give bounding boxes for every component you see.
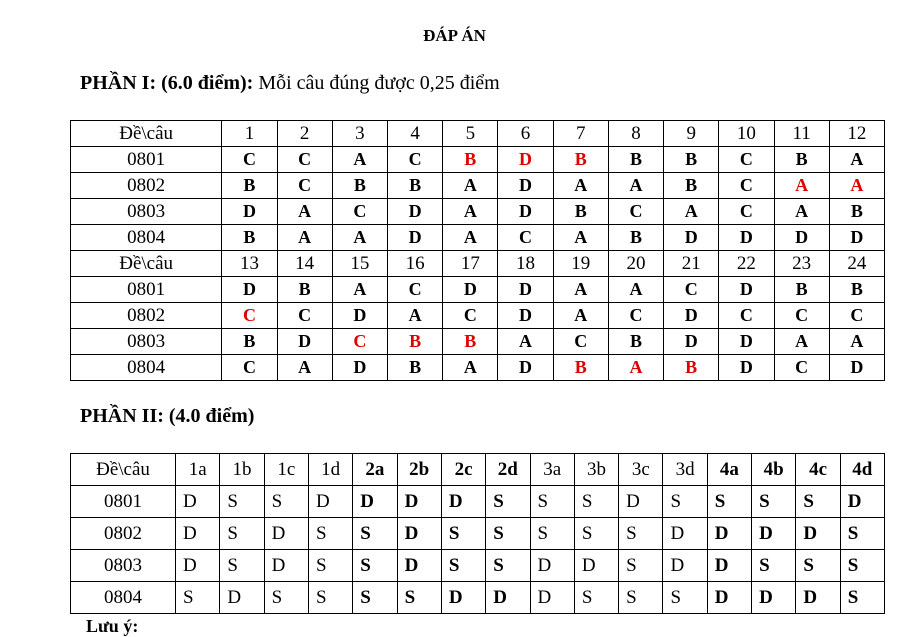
statement-label: 3d: [663, 454, 707, 486]
answer-cell: D: [397, 518, 441, 550]
answer-cell: C: [277, 303, 332, 329]
answer-cell: D: [774, 225, 829, 251]
statement-label: 1d: [308, 454, 352, 486]
answer-cell: B: [387, 355, 442, 381]
answer-cell: B: [387, 173, 442, 199]
question-number: 15: [332, 251, 387, 277]
question-number: 7: [553, 121, 608, 147]
answer-cell: C: [608, 303, 663, 329]
question-number: 18: [498, 251, 553, 277]
answer-cell: S: [663, 486, 707, 518]
answer-cell: D: [332, 303, 387, 329]
answer-cell: D: [277, 329, 332, 355]
answer-cell: S: [486, 518, 530, 550]
answer-cell: S: [619, 550, 663, 582]
exam-code: 0804: [71, 355, 222, 381]
answer-cell: B: [443, 147, 498, 173]
exam-code: 0803: [71, 329, 222, 355]
answer-cell: S: [220, 518, 264, 550]
answer-cell: A: [387, 303, 442, 329]
statement-label: 1a: [176, 454, 220, 486]
statement-label: 4c: [796, 454, 840, 486]
answer-cell: C: [222, 355, 277, 381]
answer-cell: A: [443, 225, 498, 251]
answer-cell: B: [774, 277, 829, 303]
question-number: 2: [277, 121, 332, 147]
answer-cell: S: [308, 582, 352, 614]
statement-label: 4d: [840, 454, 884, 486]
answer-row: [71, 582, 885, 614]
question-number: 17: [443, 251, 498, 277]
answer-cell: D: [829, 355, 884, 381]
question-number: 1: [222, 121, 277, 147]
answer-cell: D: [397, 550, 441, 582]
answer-cell: B: [443, 329, 498, 355]
statement-label: 2c: [441, 454, 485, 486]
answer-cell: B: [664, 355, 719, 381]
answer-cell: S: [176, 582, 220, 614]
part2-heading: [80, 405, 254, 428]
exam-code: 0801: [71, 147, 222, 173]
answer-cell: S: [840, 518, 884, 550]
answer-cell: D: [574, 550, 618, 582]
answer-cell: A: [774, 199, 829, 225]
answer-cell: D: [619, 486, 663, 518]
answer-cell: D: [707, 550, 751, 582]
answer-cell: D: [707, 582, 751, 614]
answer-cell: D: [498, 303, 553, 329]
exam-code: 0802: [71, 518, 176, 550]
answer-cell: D: [397, 486, 441, 518]
answer-cell: C: [719, 173, 774, 199]
question-number: 20: [608, 251, 663, 277]
answer-cell: D: [752, 518, 796, 550]
question-number: 4: [387, 121, 442, 147]
exam-code: 0802: [71, 303, 222, 329]
answer-cell: B: [222, 329, 277, 355]
answer-cell: A: [608, 277, 663, 303]
question-number: 16: [387, 251, 442, 277]
answer-cell: A: [608, 355, 663, 381]
answer-cell: S: [353, 550, 397, 582]
answer-cell: A: [498, 329, 553, 355]
answer-cell: A: [829, 329, 884, 355]
answer-cell: D: [664, 225, 719, 251]
question-number: 9: [664, 121, 719, 147]
part1-heading-bold: PHẦN I: (6.0 điểm):: [80, 72, 254, 94]
answer-cell: S: [840, 550, 884, 582]
answer-cell: B: [553, 199, 608, 225]
answer-cell: B: [222, 173, 277, 199]
answer-cell: D: [353, 486, 397, 518]
row-label-header: Đề\câu: [71, 121, 222, 147]
answer-cell: C: [774, 355, 829, 381]
statement-label: 4a: [707, 454, 751, 486]
answer-cell: S: [752, 486, 796, 518]
answer-cell: D: [663, 550, 707, 582]
answer-cell: B: [608, 147, 663, 173]
answer-cell: D: [664, 329, 719, 355]
answer-cell: B: [608, 329, 663, 355]
answer-cell: A: [277, 355, 332, 381]
answer-cell: D: [664, 303, 719, 329]
answer-cell: A: [774, 329, 829, 355]
exam-code: 0804: [71, 225, 222, 251]
answer-cell: S: [619, 518, 663, 550]
statement-label: 1b: [220, 454, 264, 486]
answer-cell: D: [752, 582, 796, 614]
answer-cell: D: [498, 277, 553, 303]
answer-cell: C: [387, 277, 442, 303]
answer-cell: D: [829, 225, 884, 251]
answer-cell: D: [264, 518, 308, 550]
statement-label: 3b: [574, 454, 618, 486]
question-number: 24: [829, 251, 884, 277]
answer-cell: S: [441, 518, 485, 550]
answer-cell: C: [608, 199, 663, 225]
question-number: 12: [829, 121, 884, 147]
answer-cell: C: [829, 303, 884, 329]
answer-cell: B: [222, 225, 277, 251]
answer-cell: D: [387, 225, 442, 251]
answer-cell: C: [719, 303, 774, 329]
answer-cell: A: [829, 173, 884, 199]
answer-cell: D: [796, 582, 840, 614]
answer-cell: C: [277, 173, 332, 199]
answer-cell: D: [840, 486, 884, 518]
answer-row: [71, 199, 885, 225]
answer-cell: A: [277, 199, 332, 225]
answer-cell: A: [332, 147, 387, 173]
answer-row: [71, 277, 885, 303]
answer-cell: D: [220, 582, 264, 614]
answer-cell: S: [220, 550, 264, 582]
part1-answer-table: [70, 120, 885, 381]
answer-cell: D: [441, 582, 485, 614]
question-number: 22: [719, 251, 774, 277]
answer-cell: D: [498, 173, 553, 199]
answer-cell: C: [774, 303, 829, 329]
answer-row: [71, 355, 885, 381]
page-title: ĐÁP ÁN: [423, 26, 486, 45]
answer-cell: C: [664, 277, 719, 303]
answer-cell: S: [796, 486, 840, 518]
statement-label: 2a: [353, 454, 397, 486]
answer-cell: B: [608, 225, 663, 251]
answer-cell: A: [443, 173, 498, 199]
answer-cell: B: [332, 173, 387, 199]
question-number: 14: [277, 251, 332, 277]
question-header-row: [71, 251, 885, 277]
answer-cell: A: [664, 199, 719, 225]
answer-cell: D: [387, 199, 442, 225]
answer-cell: S: [220, 486, 264, 518]
answer-cell: B: [774, 147, 829, 173]
answer-cell: S: [840, 582, 884, 614]
answer-cell: S: [619, 582, 663, 614]
answer-cell: C: [332, 329, 387, 355]
question-number: 19: [553, 251, 608, 277]
answer-cell: D: [530, 582, 574, 614]
answer-cell: C: [222, 303, 277, 329]
answer-cell: B: [387, 329, 442, 355]
answer-cell: A: [277, 225, 332, 251]
answer-cell: D: [719, 355, 774, 381]
answer-cell: S: [707, 486, 751, 518]
answer-cell: S: [752, 550, 796, 582]
answer-cell: C: [719, 147, 774, 173]
question-number: 10: [719, 121, 774, 147]
part1-heading: [80, 72, 500, 95]
question-number: 5: [443, 121, 498, 147]
answer-row: [71, 225, 885, 251]
answer-cell: A: [608, 173, 663, 199]
answer-cell: S: [530, 486, 574, 518]
statement-label: 2b: [397, 454, 441, 486]
answer-cell: A: [774, 173, 829, 199]
question-header-row: [71, 121, 885, 147]
answer-cell: D: [530, 550, 574, 582]
row-label-header: Đề\câu: [71, 454, 176, 486]
answer-cell: C: [719, 199, 774, 225]
exam-code: 0803: [71, 199, 222, 225]
answer-cell: S: [486, 486, 530, 518]
answer-cell: D: [707, 518, 751, 550]
answer-cell: D: [332, 355, 387, 381]
answer-cell: A: [553, 173, 608, 199]
answer-cell: D: [498, 355, 553, 381]
answer-cell: S: [530, 518, 574, 550]
answer-cell: S: [353, 518, 397, 550]
answer-row: [71, 329, 885, 355]
statement-label: 4b: [752, 454, 796, 486]
answer-cell: A: [829, 147, 884, 173]
answer-cell: S: [353, 582, 397, 614]
answer-cell: B: [664, 173, 719, 199]
answer-cell: D: [719, 225, 774, 251]
answer-row: [71, 518, 885, 550]
answer-cell: S: [574, 518, 618, 550]
answer-cell: A: [332, 277, 387, 303]
answer-cell: A: [443, 199, 498, 225]
answer-cell: D: [222, 199, 277, 225]
answer-cell: S: [796, 550, 840, 582]
note-label: Lưu ý:: [86, 616, 139, 636]
answer-cell: D: [443, 277, 498, 303]
answer-cell: S: [574, 582, 618, 614]
statement-label: 3c: [619, 454, 663, 486]
answer-cell: A: [553, 277, 608, 303]
answer-row: [71, 147, 885, 173]
answer-cell: D: [663, 518, 707, 550]
answer-cell: D: [719, 329, 774, 355]
exam-code: 0802: [71, 173, 222, 199]
answer-cell: B: [664, 147, 719, 173]
answer-cell: S: [308, 550, 352, 582]
answer-cell: C: [387, 147, 442, 173]
answer-cell: D: [796, 518, 840, 550]
answer-cell: S: [574, 486, 618, 518]
answer-cell: A: [553, 225, 608, 251]
question-number: 13: [222, 251, 277, 277]
answer-cell: A: [332, 225, 387, 251]
answer-cell: D: [222, 277, 277, 303]
answer-cell: C: [443, 303, 498, 329]
statement-label: 1c: [264, 454, 308, 486]
answer-cell: D: [176, 550, 220, 582]
answer-cell: S: [663, 582, 707, 614]
answer-cell: B: [553, 147, 608, 173]
answer-cell: A: [443, 355, 498, 381]
answer-cell: S: [441, 550, 485, 582]
answer-cell: C: [498, 225, 553, 251]
answer-cell: D: [498, 199, 553, 225]
question-number: 8: [608, 121, 663, 147]
statement-header-row: [71, 454, 885, 486]
answer-cell: D: [308, 486, 352, 518]
question-number: 21: [664, 251, 719, 277]
answer-cell: D: [719, 277, 774, 303]
answer-cell: S: [264, 486, 308, 518]
part1-heading-text: Mỗi câu đúng được 0,25 điểm: [253, 72, 500, 94]
answer-cell: D: [441, 486, 485, 518]
question-number: 11: [774, 121, 829, 147]
answer-cell: S: [264, 582, 308, 614]
answer-cell: D: [486, 582, 530, 614]
answer-cell: C: [553, 329, 608, 355]
exam-code: 0803: [71, 550, 176, 582]
question-number: 3: [332, 121, 387, 147]
statement-label: 2d: [486, 454, 530, 486]
answer-row: [71, 550, 885, 582]
answer-row: [71, 173, 885, 199]
answer-cell: S: [308, 518, 352, 550]
answer-cell: S: [486, 550, 530, 582]
answer-cell: C: [277, 147, 332, 173]
answer-cell: B: [829, 277, 884, 303]
exam-code: 0801: [71, 486, 176, 518]
answer-cell: D: [498, 147, 553, 173]
answer-row: [71, 486, 885, 518]
part2-heading-bold: PHẦN II: (4.0 điểm): [80, 405, 255, 427]
answer-cell: C: [222, 147, 277, 173]
statement-label: 3a: [530, 454, 574, 486]
answer-cell: A: [553, 303, 608, 329]
answer-cell: C: [332, 199, 387, 225]
answer-cell: S: [397, 582, 441, 614]
question-number: 23: [774, 251, 829, 277]
question-number: 6: [498, 121, 553, 147]
part2-answer-table: [70, 453, 885, 614]
answer-row: [71, 303, 885, 329]
answer-cell: B: [553, 355, 608, 381]
row-label-header: Đề\câu: [71, 251, 222, 277]
answer-cell: D: [264, 550, 308, 582]
exam-code: 0804: [71, 582, 176, 614]
answer-cell: B: [277, 277, 332, 303]
exam-code: 0801: [71, 277, 222, 303]
answer-cell: B: [829, 199, 884, 225]
answer-cell: D: [176, 486, 220, 518]
answer-cell: D: [176, 518, 220, 550]
